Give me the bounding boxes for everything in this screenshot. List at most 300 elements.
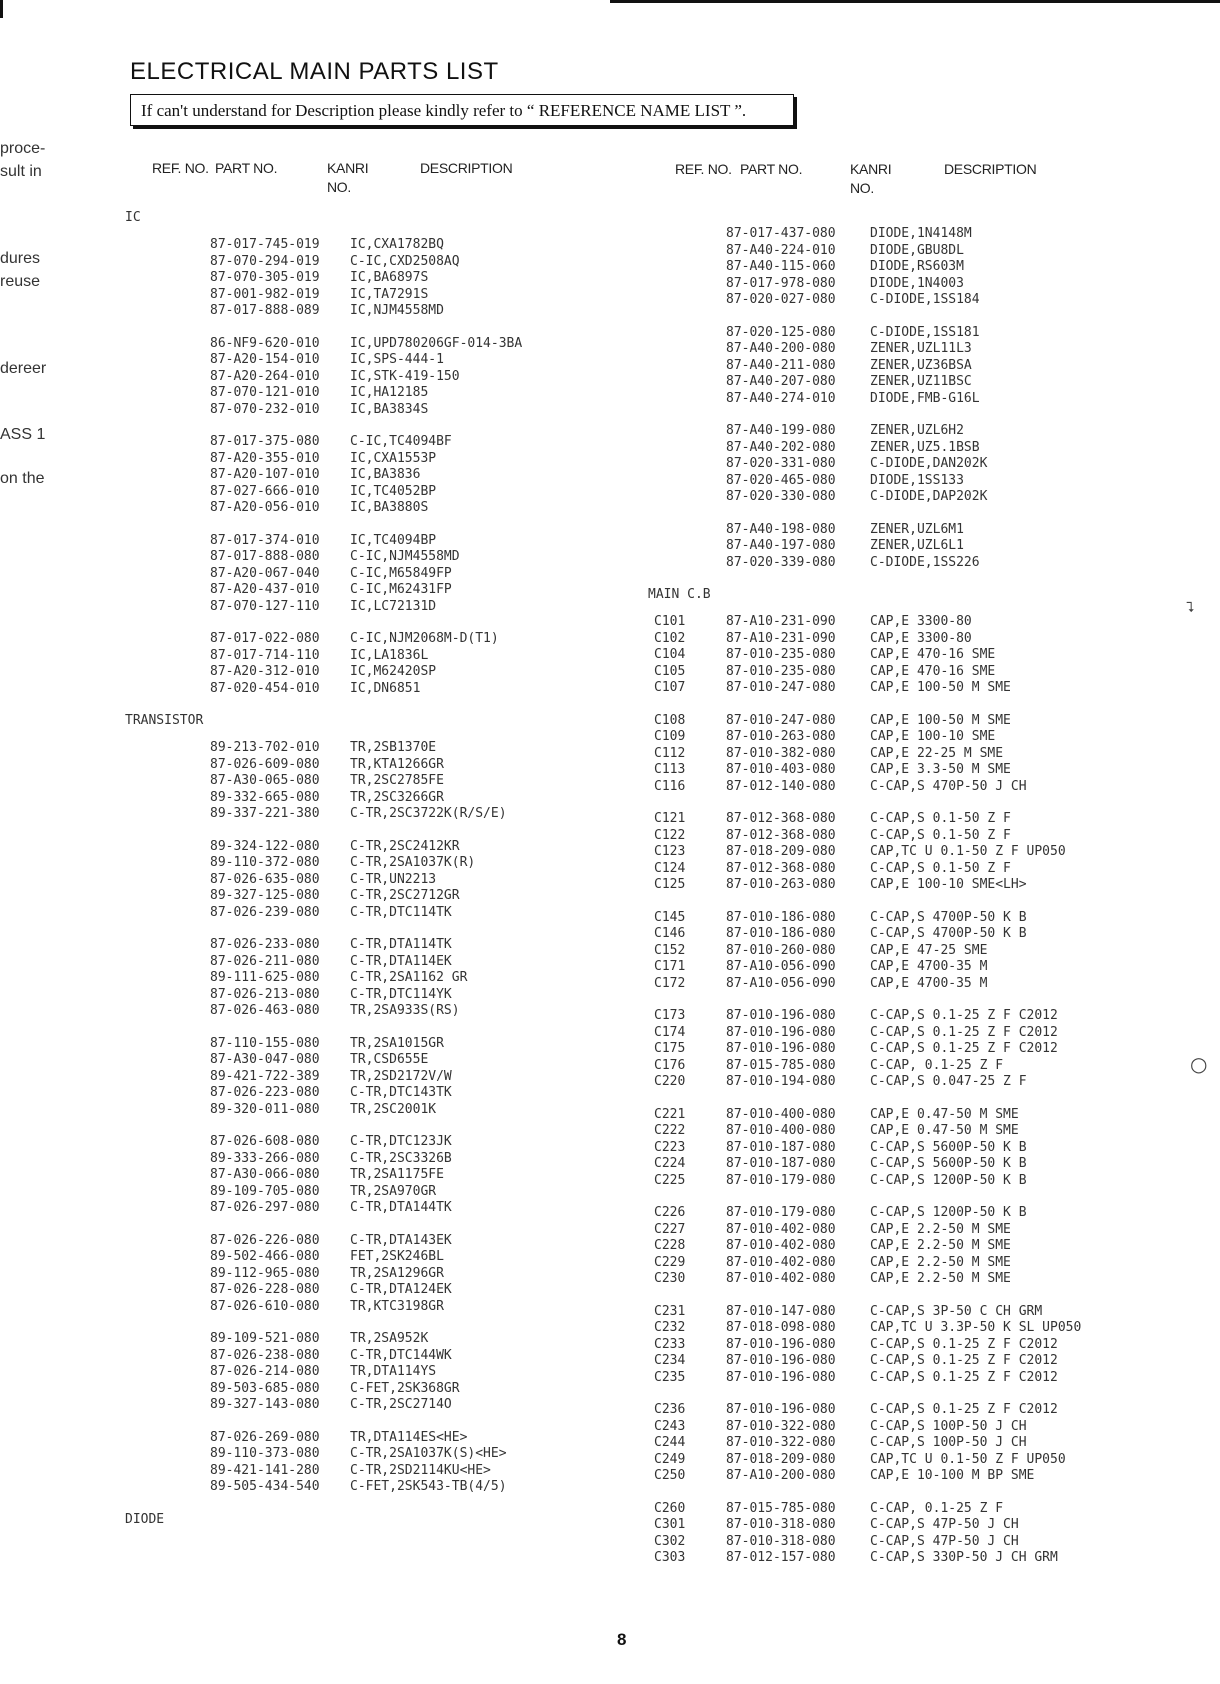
parts-row — [125, 855, 645, 872]
parts-row — [648, 1205, 1208, 1222]
part-no: 87-010-263-080 — [726, 729, 836, 744]
header-part-no-right: PART NO. — [740, 161, 803, 177]
part-no: 87-010-322-080 — [726, 1418, 836, 1434]
ref-no: C229 — [654, 1254, 686, 1270]
part-no: 87-012-368-080 — [726, 860, 836, 876]
description: C-TR,UN2213 — [350, 871, 437, 887]
header-description-right: DESCRIPTION — [944, 161, 1037, 177]
parts-row — [648, 522, 1208, 539]
parts-row — [125, 599, 645, 616]
description: CAP,E 100-10 SME — [870, 729, 996, 744]
part-no: 87-012-157-080 — [726, 1550, 836, 1565]
parts-row — [648, 811, 1208, 828]
parts-row — [125, 888, 645, 905]
part-no: 87-010-318-080 — [726, 1533, 836, 1549]
punch-hole-mark: ○ — [1190, 1052, 1208, 1076]
ref-no: C227 — [654, 1221, 686, 1237]
header-part-no-left: PART NO. — [215, 160, 278, 176]
description: IC,NJM4558MD — [350, 303, 444, 318]
part-no: 87-001-982-019 — [210, 286, 320, 302]
description: CAP,E 3300-80 — [870, 614, 972, 629]
parts-row — [648, 1419, 1208, 1436]
part-no: 87-020-027-080 — [726, 292, 836, 307]
parts-row — [125, 631, 645, 648]
part-no: 87-026-239-080 — [210, 904, 320, 920]
parts-row — [648, 959, 1208, 976]
description: CAP,E 2.2-50 M SME — [870, 1254, 1011, 1270]
section-heading: MAIN C.B — [648, 587, 711, 602]
description: DIODE,FMB-G16L — [870, 390, 980, 406]
ref-no: C249 — [654, 1451, 686, 1467]
parts-row — [648, 1255, 1208, 1272]
part-no: 87-017-888-080 — [210, 549, 320, 564]
header-kanri-no-left: NO. — [327, 179, 351, 195]
parts-row — [648, 647, 1208, 664]
parts-row — [648, 325, 1208, 342]
ref-no: C171 — [654, 959, 686, 974]
parts-row — [648, 779, 1208, 796]
ref-no: C231 — [654, 1303, 686, 1319]
ref-no: C108 — [654, 712, 686, 728]
parts-row — [125, 954, 645, 971]
description: TR,2SA1296GR — [350, 1265, 444, 1281]
description: IC,SPS-444-1 — [350, 352, 444, 367]
parts-row — [125, 287, 645, 304]
part-no: 89-324-122-080 — [210, 838, 320, 854]
part-no: 87-010-147-080 — [726, 1303, 836, 1319]
part-no: 87-015-785-080 — [726, 1057, 836, 1073]
description: CAP,E 3300-80 — [870, 630, 972, 646]
parts-row — [125, 1479, 645, 1496]
description: C-CAP,S 0.1-25 Z F C2012 — [870, 1336, 1058, 1352]
part-no: 87-026-213-080 — [210, 986, 320, 1002]
part-no: 87-A20-312-010 — [210, 664, 320, 679]
description: TR,2SB1370E — [350, 740, 437, 755]
part-no: 87-020-465-080 — [726, 472, 836, 488]
part-no: 87-026-608-080 — [210, 1134, 320, 1149]
part-no: 89-320-011-080 — [210, 1101, 320, 1117]
description: IC,STK-419-150 — [350, 368, 460, 384]
description: CAP,E 4700-35 M — [870, 975, 988, 991]
part-no: 87-A20-107-010 — [210, 467, 320, 482]
part-no: 87-010-179-080 — [726, 1172, 836, 1188]
parts-row — [648, 680, 1208, 697]
ref-no: C230 — [654, 1271, 686, 1286]
ref-no: C221 — [654, 1106, 686, 1122]
parts-row — [125, 648, 645, 665]
parts-row — [125, 839, 645, 856]
ref-no: C244 — [654, 1435, 686, 1450]
description: CAP,TC U 0.1-50 Z F UP050 — [870, 1451, 1066, 1467]
description: C-TR,DTC143TK — [350, 1085, 452, 1100]
parts-row — [125, 500, 645, 517]
part-no: 89-333-266-080 — [210, 1150, 320, 1166]
description: IC,BA6897S — [350, 270, 429, 285]
ref-no: C105 — [654, 663, 686, 679]
parts-row — [648, 341, 1208, 358]
part-no: 87-A10-056-090 — [726, 959, 836, 974]
description: C-CAP,S 0.1-50 Z F — [870, 827, 1011, 843]
description: C-CAP,S 47P-50 J CH — [870, 1533, 1019, 1549]
part-no: 87-010-247-080 — [726, 680, 836, 695]
part-no: 87-010-235-080 — [726, 663, 836, 679]
description: ZENER,UZ11BSC — [870, 374, 972, 389]
part-no: 87-A10-231-090 — [726, 630, 836, 646]
part-no: 87-017-978-080 — [726, 275, 836, 291]
part-no: 87-A20-067-040 — [210, 565, 320, 581]
part-no: 87-010-196-080 — [726, 1353, 836, 1368]
ref-no: C226 — [654, 1205, 686, 1220]
description: TR,2SA1175FE — [350, 1167, 444, 1182]
parts-row — [125, 549, 645, 566]
part-no: 87-020-339-080 — [726, 554, 836, 570]
description: IC,CXA1553P — [350, 450, 437, 466]
parts-row — [125, 1200, 645, 1217]
parts-row — [648, 1402, 1208, 1419]
parts-row — [648, 276, 1208, 293]
description: CAP,E 22-25 M SME — [870, 745, 1004, 761]
part-no: 87-A10-231-090 — [726, 614, 836, 629]
part-no: 87-010-186-080 — [726, 909, 836, 925]
description: C-CAP, 0.1-25 Z F — [870, 1057, 1004, 1073]
part-no: 87-026-214-080 — [210, 1364, 320, 1379]
parts-row — [125, 1052, 645, 1069]
description: C-CAP,S 0.1-25 Z F C2012 — [870, 1008, 1058, 1023]
part-no: 89-213-702-010 — [210, 740, 320, 755]
description: IC,BA3836 — [350, 467, 421, 482]
description: DIODE,1N4148M — [870, 226, 972, 241]
parts-row — [648, 1041, 1208, 1058]
ref-no: C260 — [654, 1500, 686, 1516]
description: CAP,E 47-25 SME — [870, 942, 988, 958]
parts-row — [648, 828, 1208, 845]
part-no: 87-010-196-080 — [726, 1369, 836, 1385]
parts-row — [125, 1446, 645, 1463]
header-description-left: DESCRIPTION — [420, 160, 513, 176]
description: TR,DTA114ES<HE> — [350, 1429, 468, 1445]
ref-no: C104 — [654, 647, 686, 662]
description: IC,BA3834S — [350, 401, 429, 417]
parts-row — [125, 1069, 645, 1086]
ref-no: C243 — [654, 1418, 686, 1434]
part-no: 87-A10-056-090 — [726, 975, 836, 991]
description: C-DIODE,1SS184 — [870, 292, 980, 307]
ref-no: C101 — [654, 614, 686, 629]
description: CAP,E 100-10 SME<LH> — [870, 877, 1027, 892]
description: IC,M62420SP — [350, 664, 437, 679]
description: ZENER,UZ36BSA — [870, 357, 972, 373]
part-no: 89-421-141-280 — [210, 1462, 320, 1478]
parts-row — [125, 303, 645, 320]
ref-no: C109 — [654, 729, 686, 744]
parts-row — [125, 970, 645, 987]
part-no: 87-017-745-019 — [210, 237, 320, 252]
part-no: 87-020-125-080 — [726, 324, 836, 340]
parts-row — [648, 1238, 1208, 1255]
description: C-CAP,S 100P-50 J CH — [870, 1418, 1027, 1434]
parts-row — [125, 790, 645, 807]
part-no: 87-A30-065-080 — [210, 773, 320, 788]
parts-row — [648, 1468, 1208, 1485]
parts-row — [648, 1304, 1208, 1321]
parts-row — [125, 1184, 645, 1201]
description: C-CAP, 0.1-25 Z F — [870, 1500, 1004, 1516]
parts-row — [648, 423, 1208, 440]
part-no: 87-A40-200-080 — [726, 341, 836, 356]
part-no: 87-A40-198-080 — [726, 521, 836, 537]
parts-row — [648, 1501, 1208, 1518]
parts-row — [125, 270, 645, 287]
parts-row — [125, 872, 645, 889]
part-no: 89-109-705-080 — [210, 1183, 320, 1199]
part-no: 87-012-140-080 — [726, 778, 836, 794]
description: C-CAP,S 0.1-25 Z F C2012 — [870, 1369, 1058, 1385]
part-no: 89-327-125-080 — [210, 888, 320, 903]
description: CAP,E 0.47-50 M SME — [870, 1106, 1019, 1122]
description: C-TR,2SC2412KR — [350, 838, 460, 854]
part-no: 89-337-221-380 — [210, 806, 320, 821]
parts-row — [648, 943, 1208, 960]
parts-row — [125, 1102, 645, 1119]
description: TR,2SA952K — [350, 1331, 429, 1346]
parts-row — [648, 1123, 1208, 1140]
description: IC,LC72131D — [350, 598, 437, 614]
description: C-DIODE,1SS181 — [870, 324, 980, 340]
parts-row — [648, 631, 1208, 648]
ref-no: C222 — [654, 1123, 686, 1138]
part-no: 87-012-368-080 — [726, 811, 836, 826]
parts-row — [125, 237, 645, 254]
description: DIODE,GBU8DL — [870, 242, 964, 258]
parts-row — [648, 844, 1208, 861]
description: TR,DTA114YS — [350, 1364, 437, 1379]
part-no: 87-A20-056-010 — [210, 500, 320, 515]
ref-no: C124 — [654, 860, 686, 876]
parts-row — [125, 385, 645, 402]
parts-row — [648, 226, 1208, 243]
description: FET,2SK246BL — [350, 1249, 444, 1264]
parts-row — [648, 1173, 1208, 1190]
page-title: ELECTRICAL MAIN PARTS LIST — [130, 58, 499, 85]
margin-fragment: ASS 1 — [0, 426, 46, 443]
parts-row — [125, 757, 645, 774]
parts-row — [125, 369, 645, 386]
description: C-CAP,S 5600P-50 K B — [870, 1139, 1027, 1155]
description: CAP,E 4700-35 M — [870, 959, 988, 974]
description: CAP,E 100-50 M SME — [870, 712, 1011, 728]
part-no: 89-421-722-389 — [210, 1068, 320, 1084]
part-no: 87-010-186-080 — [726, 926, 836, 941]
section-heading: DIODE — [125, 1511, 165, 1527]
part-no: 87-020-454-010 — [210, 680, 320, 696]
description: CAP,E 100-50 M SME — [870, 680, 1011, 695]
parts-row — [648, 1107, 1208, 1124]
description: C-TR,DTC114TK — [350, 904, 452, 920]
ref-no: C145 — [654, 909, 686, 925]
part-no: 87-A40-207-080 — [726, 374, 836, 389]
part-no: 89-503-685-080 — [210, 1380, 320, 1396]
part-no: 87-017-022-080 — [210, 631, 320, 646]
part-no: 87-A40-199-080 — [726, 423, 836, 438]
parts-row — [125, 1430, 645, 1447]
ref-no: C223 — [654, 1139, 686, 1155]
ref-no: C236 — [654, 1402, 686, 1417]
part-no: 87-010-196-080 — [726, 1336, 836, 1352]
left-parts-column — [125, 210, 645, 1539]
parts-row — [125, 402, 645, 419]
description: IC,BA3880S — [350, 500, 429, 515]
part-no: 89-111-625-080 — [210, 970, 320, 985]
ref-no: C113 — [654, 762, 686, 777]
ref-no: C173 — [654, 1008, 686, 1023]
margin-fragment: dures — [0, 250, 41, 267]
description: ZENER,UZL11L3 — [870, 341, 972, 356]
header-kanri-left: KANRI — [327, 160, 369, 176]
description: CAP,TC U 3.3P-50 K SL UP050 — [870, 1320, 1082, 1335]
part-no: 87-A40-202-080 — [726, 439, 836, 455]
description: C-CAP,S 4700P-50 K B — [870, 909, 1027, 925]
parts-row — [648, 1452, 1208, 1469]
description: C-CAP,S 0.1-25 Z F C2012 — [870, 1353, 1058, 1368]
description: CAP,E 470-16 SME — [870, 663, 996, 679]
description: C-TR,2SA1162 GR — [350, 970, 468, 985]
description: TR,CSD655E — [350, 1052, 429, 1067]
parts-row — [648, 1320, 1208, 1337]
ref-no: C232 — [654, 1320, 686, 1335]
description: C-TR,2SC3722K(R/S/E) — [350, 806, 507, 821]
parts-row — [648, 664, 1208, 681]
description: CAP,E 0.47-50 M SME — [870, 1123, 1019, 1138]
parts-row — [648, 1140, 1208, 1157]
description: IC,LA1836L — [350, 647, 429, 663]
parts-row — [648, 713, 1208, 730]
parts-row — [648, 1222, 1208, 1239]
description: C-CAP,S 0.1-25 Z F C2012 — [870, 1041, 1058, 1056]
ref-no: C303 — [654, 1550, 686, 1565]
part-no: 87-010-400-080 — [726, 1123, 836, 1138]
parts-row — [648, 1370, 1208, 1387]
description: ZENER,UZL6L1 — [870, 538, 964, 553]
description: TR,2SA933S(RS) — [350, 1003, 460, 1018]
description: C-IC,M65849FP — [350, 565, 452, 581]
part-no: 87-010-402-080 — [726, 1221, 836, 1237]
part-no: 87-026-269-080 — [210, 1429, 320, 1445]
parts-row — [648, 1534, 1208, 1551]
description: C-TR,DTA143EK — [350, 1232, 452, 1248]
description: C-IC,M62431FP — [350, 582, 452, 597]
parts-row — [648, 374, 1208, 391]
part-no: 87-017-888-089 — [210, 303, 320, 318]
part-no: 87-010-402-080 — [726, 1238, 836, 1253]
part-no: 87-A40-224-010 — [726, 242, 836, 258]
description: C-CAP,S 3P-50 C CH GRM — [870, 1303, 1043, 1319]
top-rule — [610, 0, 1220, 3]
parts-row — [648, 1353, 1208, 1370]
part-no: 89-502-466-080 — [210, 1249, 320, 1264]
ref-no: C302 — [654, 1533, 686, 1549]
part-no: 87-020-330-080 — [726, 489, 836, 504]
part-no: 87-A30-066-080 — [210, 1167, 320, 1182]
description: TR,KTA1266GR — [350, 756, 444, 772]
parts-row — [648, 1156, 1208, 1173]
description: IC,TA7291S — [350, 286, 429, 302]
ref-no: C112 — [654, 745, 686, 761]
part-no: 87-010-382-080 — [726, 745, 836, 761]
parts-row — [125, 1167, 645, 1184]
parts-row — [125, 467, 645, 484]
ref-no: C175 — [654, 1041, 686, 1056]
description: C-DIODE,DAP202K — [870, 489, 988, 504]
part-no: 89-332-665-080 — [210, 789, 320, 805]
description: C-CAP,S 0.1-25 Z F C2012 — [870, 1024, 1058, 1040]
description: C-CAP,S 47P-50 J CH — [870, 1517, 1019, 1532]
parts-row — [648, 555, 1208, 572]
description: C-IC,CXD2508AQ — [350, 253, 460, 269]
part-no: 87-A20-437-010 — [210, 582, 320, 597]
description: C-CAP,S 0.1-50 Z F — [870, 860, 1011, 876]
part-no: 87-015-785-080 — [726, 1500, 836, 1516]
ref-no: C235 — [654, 1369, 686, 1385]
part-no: 87-A40-274-010 — [726, 390, 836, 406]
part-no: 87-026-463-080 — [210, 1003, 320, 1018]
part-no: 87-017-374-010 — [210, 532, 320, 548]
part-no: 87-020-331-080 — [726, 456, 836, 471]
part-no: 87-010-263-080 — [726, 877, 836, 892]
parts-row — [648, 243, 1208, 260]
parts-row — [125, 566, 645, 583]
part-no: 87-010-196-080 — [726, 1041, 836, 1056]
right-parts-column — [648, 226, 1208, 1567]
part-no: 87-A20-154-010 — [210, 352, 320, 367]
ref-no: C174 — [654, 1024, 686, 1040]
part-no: 87-010-400-080 — [726, 1106, 836, 1122]
description: C-CAP,S 0.1-50 Z F — [870, 811, 1011, 826]
part-no: 87-010-196-080 — [726, 1024, 836, 1040]
parts-row — [125, 937, 645, 954]
description: ZENER,UZL6M1 — [870, 521, 964, 537]
description: C-CAP,S 470P-50 J CH — [870, 778, 1027, 794]
description: C-TR,DTA144TK — [350, 1200, 452, 1215]
parts-row — [648, 456, 1208, 473]
parts-row — [125, 681, 645, 698]
ref-no: C172 — [654, 975, 686, 991]
parts-row — [648, 440, 1208, 457]
description: C-TR,2SD2114KU<HE> — [350, 1462, 491, 1478]
header-kanri-right: KANRI — [850, 161, 892, 177]
description: C-FET,2SK368GR — [350, 1380, 460, 1396]
part-no: 87-026-297-080 — [210, 1200, 320, 1215]
description: C-TR,2SA1037K(R) — [350, 855, 476, 870]
parts-row — [125, 1003, 645, 1020]
header-ref-no-left: REF. NO. — [152, 160, 209, 176]
parts-row — [125, 484, 645, 501]
ref-no: C225 — [654, 1172, 686, 1188]
description: DIODE,RS603M — [870, 259, 964, 274]
description: C-IC,TC4094BF — [350, 434, 452, 449]
part-no: 87-010-322-080 — [726, 1435, 836, 1450]
description: C-TR,2SC2714O — [350, 1397, 452, 1412]
description: C-CAP,S 100P-50 J CH — [870, 1435, 1027, 1450]
description: TR,2SC3266GR — [350, 789, 444, 805]
corner-tick — [0, 0, 3, 18]
parts-row — [648, 762, 1208, 779]
part-no: 87-010-235-080 — [726, 647, 836, 662]
parts-row — [648, 391, 1208, 408]
parts-row — [125, 987, 645, 1004]
parts-row — [648, 259, 1208, 276]
section-heading: IC — [125, 210, 141, 225]
description: CAP,TC U 0.1-50 Z F UP050 — [870, 844, 1066, 859]
